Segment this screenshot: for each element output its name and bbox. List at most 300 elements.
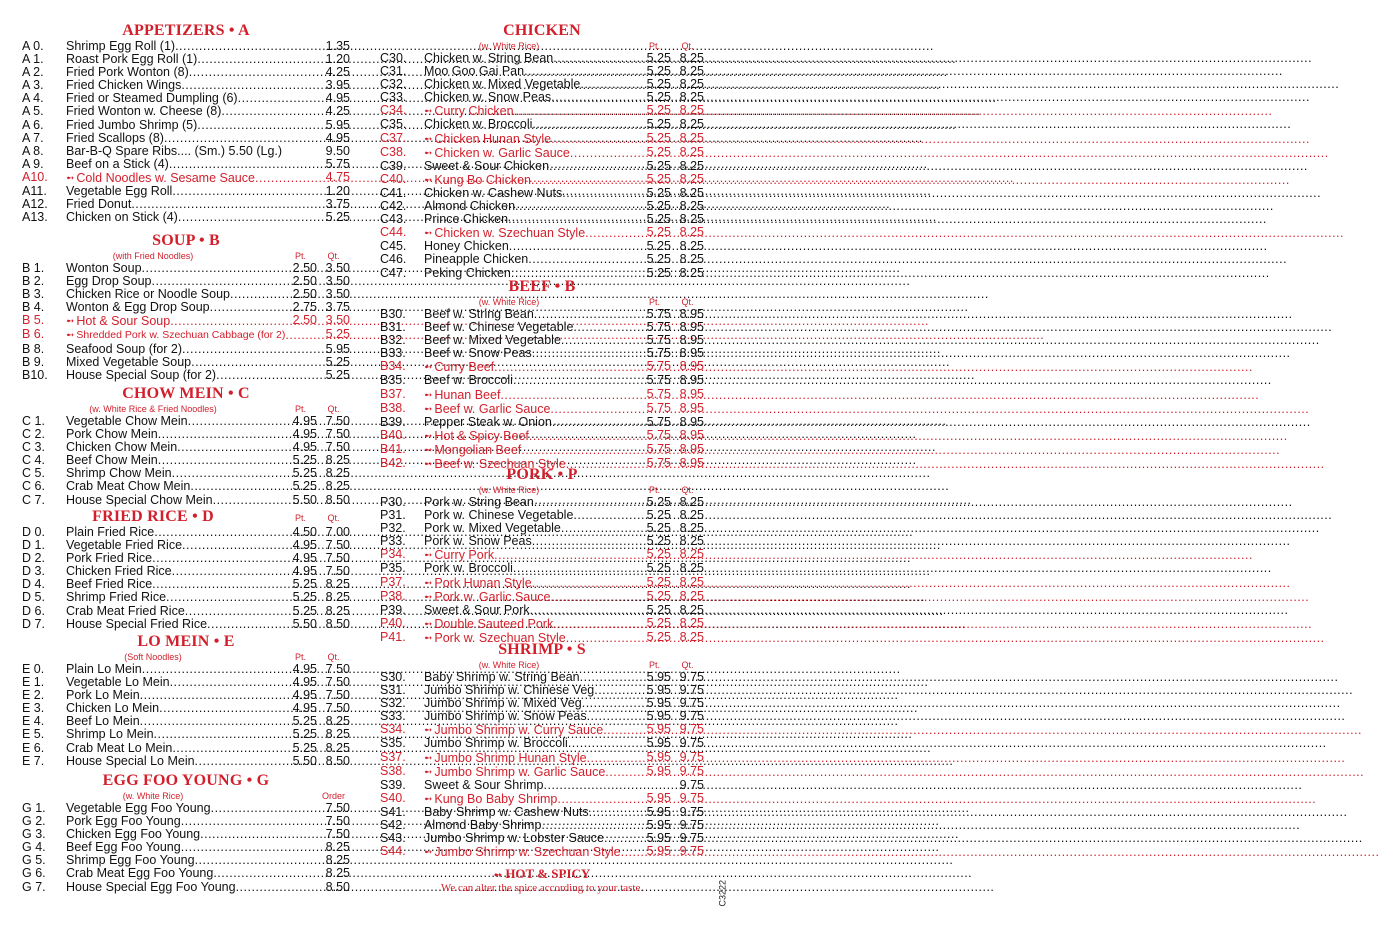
price-pint: 5.50 (292, 492, 317, 507)
item-code: B42. (380, 456, 406, 471)
price-pint: 5.75 (646, 307, 671, 321)
price-quart: 8.25 (679, 561, 704, 576)
menu-item (380, 132, 704, 146)
item-code: A 0. (22, 39, 44, 53)
item-code: S42. (380, 818, 406, 833)
menu-item (22, 356, 350, 369)
quart-header: Order (321, 791, 345, 801)
price-quart: 5.25 (325, 354, 350, 369)
menu-section (380, 278, 704, 471)
price-quart: 9.75 (679, 804, 704, 819)
pepper-icon: ➻ (424, 147, 433, 159)
item-code: E 4. (22, 714, 45, 729)
pint-header: Pt. (648, 485, 660, 495)
item-name-text: Jumbo Shrimp w. Lobster Sauce (424, 831, 604, 846)
item-name-text: Seafood Soup (for 2) (66, 341, 183, 356)
price-quart: 1.35 (325, 39, 350, 53)
price-pint: 5.25 (646, 239, 671, 254)
item-code: C32. (380, 77, 407, 92)
price-pint: 5.95 (646, 818, 671, 833)
pint-header: Pt. (648, 660, 660, 670)
pint-header: Pt. (294, 513, 306, 523)
price-quart: 3.50 (325, 261, 350, 275)
item-name (424, 752, 638, 765)
price-pint: 5.25 (292, 453, 317, 468)
pepper-icon: ➻ (424, 459, 433, 471)
item-name-text: Kung Bo Chicken (434, 172, 531, 187)
menu-item (22, 211, 350, 224)
item-name-text: Beef w. Garlic Sauce (434, 401, 551, 416)
price-quart: 8.95 (679, 333, 704, 348)
item-code: C30. (380, 51, 407, 65)
menu-item (380, 779, 704, 792)
item-name-text: Jumbo Shrimp w. Chinese Veg (424, 683, 595, 698)
item-code: D 4. (22, 577, 45, 592)
menu-item (380, 751, 704, 765)
price-pint: 5.25 (646, 574, 671, 589)
item-code: E 2. (22, 688, 45, 703)
menu-section (380, 22, 704, 280)
section-note: (w. White Rice) (478, 297, 540, 307)
item-code: A 6. (22, 117, 44, 132)
price-quart: 7.50 (325, 801, 350, 815)
price-quart: 8.25 (679, 117, 704, 132)
item-name-text: Fried or Steamed Dumpling (6) (66, 91, 238, 106)
menu-item (22, 605, 350, 618)
price-quart: 8.25 (679, 629, 704, 644)
item-name (66, 618, 284, 631)
item-code: G 3. (22, 827, 46, 842)
item-name-text: Beef w. String Bean (424, 307, 534, 321)
item-name (424, 374, 638, 387)
item-name-text: Shrimp Lo Mein (66, 727, 154, 742)
item-code: C 2. (22, 427, 45, 442)
item-name (424, 160, 638, 173)
menu-item (22, 119, 350, 132)
item-name-text: Wonton Soup (66, 261, 142, 275)
item-code: B38. (380, 400, 406, 415)
item-name-text: Prince Chicken (424, 212, 509, 227)
price-quart: 8.50 (325, 492, 350, 507)
price-quart: 5.75 (325, 156, 350, 171)
item-code: B 9. (22, 354, 45, 369)
price-quart: 9.75 (679, 709, 704, 724)
item-code: C40. (380, 171, 407, 186)
item-code: D 6. (22, 603, 45, 618)
item-code: P41. (380, 629, 406, 644)
section-title: CHICKEN (503, 22, 581, 39)
section-note: (Soft Noodles) (124, 652, 182, 662)
item-name-text: Plain Fried Rice (66, 525, 155, 539)
menu-item (380, 845, 704, 859)
item-code: P31. (380, 508, 406, 523)
menu-item (22, 480, 350, 493)
price-quart: 8.25 (679, 521, 704, 536)
price-quart: 5.25 (325, 367, 350, 382)
item-name (424, 430, 638, 443)
item-name-text: Shrimp Chow Mein (66, 466, 172, 481)
price-quart: 3.75 (325, 197, 350, 212)
item-name-text: Cold Noodles w. Sesame Sauce (76, 170, 255, 185)
pepper-icon: ➻ (424, 550, 433, 562)
item-code: B 4. (22, 300, 45, 315)
menu-item (22, 591, 350, 604)
item-name (424, 253, 638, 266)
menu-section (22, 633, 350, 768)
item-name-text: Chicken Chow Mein (66, 440, 178, 455)
pepper-icon: ➻ (493, 870, 503, 881)
item-name (424, 403, 638, 416)
price-quart: 7.50 (325, 688, 350, 703)
item-name-text: Pork Lo Mein (66, 688, 140, 703)
pepper-icon: ➻ (424, 430, 433, 442)
price-quart: 8.25 (679, 225, 704, 240)
item-code: D 0. (22, 525, 45, 539)
item-name (66, 605, 284, 618)
item-name-text: Pork Fried Rice (66, 551, 153, 566)
menu-item (22, 369, 350, 382)
item-name-text: Roast Pork Egg Roll (1) (66, 52, 198, 67)
price-quart: 8.25 (679, 158, 704, 173)
item-name-text: Moo Goo Gai Pan (424, 64, 525, 79)
item-code: P38. (380, 588, 406, 603)
item-code: S43. (380, 831, 406, 846)
item-code: C37. (380, 130, 407, 145)
item-code: C31. (380, 64, 407, 79)
price-quart: 8.95 (679, 320, 704, 335)
item-name-text: Fried Chicken Wings (66, 78, 182, 93)
pepper-icon: ➻ (424, 847, 433, 859)
item-code: S38. (380, 763, 406, 778)
price-quart: 7.00 (325, 525, 350, 539)
item-name-text: Kung Bo Baby Shrimp (434, 791, 558, 806)
price-pint: 5.95 (646, 763, 671, 778)
item-name (424, 389, 638, 402)
item-name (424, 562, 638, 575)
item-code: B39. (380, 414, 406, 429)
item-name (424, 766, 638, 779)
quart-header: Qt. (681, 297, 694, 307)
menu-item (22, 171, 350, 185)
item-name (424, 133, 638, 146)
leader-dots (604, 832, 1363, 845)
price-quart: 8.95 (679, 441, 704, 456)
menu-item (380, 604, 704, 617)
item-code: P40. (380, 615, 406, 630)
item-code: C44. (380, 225, 407, 240)
item-name (424, 347, 638, 360)
hot-spicy-note: We can alter the spice according to your taste. (440, 882, 644, 894)
item-code: P33. (380, 534, 406, 549)
price-quart: 8.25 (325, 590, 350, 605)
item-code: B10. (22, 367, 48, 382)
price-quart: 8.25 (679, 547, 704, 562)
quart-header: Qt. (681, 485, 694, 495)
quart-header: Qt. (327, 652, 340, 662)
price-quart: 9.75 (679, 683, 704, 698)
price-quart: 8.25 (679, 265, 704, 280)
item-code: G 1. (22, 801, 46, 815)
item-name-text: Pork w. String Bean (424, 495, 534, 509)
price-quart: 5.95 (325, 117, 350, 132)
item-code: A 1. (22, 52, 44, 67)
price-pint: 4.95 (292, 440, 317, 455)
item-code: B30. (380, 307, 406, 321)
menu-item (380, 253, 704, 266)
price-pint: 5.25 (646, 588, 671, 603)
item-name (424, 91, 638, 104)
price-quart: 8.95 (679, 307, 704, 321)
price-quart: 8.25 (679, 144, 704, 159)
menu-item (22, 105, 350, 118)
item-name-text: Pork w. Snow Peas (424, 534, 532, 549)
item-name-text: Vegetable Fried Rice (66, 538, 183, 553)
price-quart: 9.75 (679, 844, 704, 859)
price-quart: 8.25 (679, 252, 704, 267)
pepper-icon: ➻ (424, 106, 433, 118)
price-quart: 7.50 (325, 827, 350, 842)
item-name (424, 832, 638, 845)
item-name (66, 881, 317, 894)
item-name-text: Vegetable Egg Roll (66, 184, 173, 199)
item-name (66, 343, 317, 356)
item-code: C 4. (22, 453, 45, 468)
section-title: FRIED RICE • D (92, 508, 214, 525)
item-code: E 5. (22, 727, 45, 742)
item-name-text: Pork w. Mixed Vegetable (424, 521, 561, 536)
price-quart: 9.75 (679, 818, 704, 833)
item-name-text: Chicken w. String Bean (424, 51, 554, 65)
pepper-icon: ➻ (66, 330, 75, 342)
item-name (66, 369, 317, 382)
item-name (424, 174, 638, 187)
price-quart: 8.25 (679, 199, 704, 214)
leader-dots (513, 562, 1272, 575)
pepper-icon: ➻ (424, 174, 433, 186)
item-name-text: House Special Egg Foo Young (66, 879, 236, 894)
item-name-text: Pepper Steak w. Onion (424, 414, 552, 429)
price-pint: 5.95 (646, 683, 671, 698)
item-name-text: Curry Beef (434, 360, 495, 375)
price-quart: 5.25 (325, 210, 350, 225)
price-quart: 7.50 (325, 427, 350, 442)
price-pint: 4.95 (292, 414, 317, 428)
item-name (424, 793, 638, 806)
price-quart: 1.20 (325, 52, 350, 67)
pint-header: Pt. (294, 652, 306, 662)
item-code: B 8. (22, 341, 45, 356)
price-quart: 8.95 (679, 414, 704, 429)
price-pint: 5.95 (646, 696, 671, 711)
menu-item (380, 226, 704, 240)
item-name-text: Peking Chicken (424, 265, 511, 280)
price-quart: 8.25 (679, 64, 704, 79)
price-pint: 5.95 (646, 749, 671, 764)
price-pint: 4.95 (292, 662, 317, 676)
menu-item (22, 314, 350, 328)
item-name-text: Jumbo Shrimp w. Snow Peas (424, 709, 587, 724)
price-quart: 8.25 (325, 714, 350, 729)
price-quart: 9.75 (679, 749, 704, 764)
item-code: D 7. (22, 616, 45, 631)
item-code: D 3. (22, 564, 45, 579)
item-name-text: Beef Lo Mein (66, 714, 140, 729)
item-code: A 9. (22, 156, 44, 171)
price-pint: 4.95 (292, 688, 317, 703)
price-quart: 8.95 (679, 373, 704, 388)
item-name-text: Beef w. Mixed Vegetable (424, 333, 561, 348)
item-name (66, 301, 284, 314)
price-pint: 5.25 (646, 534, 671, 549)
item-code: A10. (22, 169, 48, 184)
item-name-text: Shrimp Egg Foo Young (66, 853, 195, 868)
price-quart: 5.25 (325, 327, 350, 342)
item-code: A 3. (22, 78, 44, 93)
price-quart: 9.75 (679, 777, 704, 792)
item-name-text: Pork w. Szechuan Style (434, 630, 566, 645)
price-pint: 2.50 (292, 274, 317, 289)
item-code: E 1. (22, 675, 45, 690)
price-quart: 8.25 (325, 727, 350, 742)
item-code: S37. (380, 749, 406, 764)
item-name-text: Shrimp Egg Roll (1) (66, 39, 176, 53)
item-name-text: Curry Pork (434, 548, 495, 563)
price-pint: 5.25 (646, 521, 671, 536)
pepper-icon: ➻ (424, 632, 433, 644)
item-name-text: Egg Drop Soup (66, 274, 152, 289)
item-name-text: Fried Wonton w. Cheese (8) (66, 104, 222, 119)
item-name-text: House Special Lo Mein (66, 753, 195, 768)
quart-header: Qt. (327, 513, 340, 523)
price-pint: 5.25 (292, 603, 317, 618)
item-code: G 6. (22, 866, 46, 881)
item-name-text: Jumbo Shrimp Hunan Style (434, 750, 587, 765)
item-name-text: Mongolian Beef (434, 442, 522, 457)
item-code: A 2. (22, 65, 44, 80)
price-quart: 8.95 (679, 456, 704, 471)
item-code: S40. (380, 790, 406, 805)
item-code: E 7. (22, 753, 45, 768)
item-code: G 4. (22, 840, 46, 855)
price-quart: 8.25 (325, 866, 350, 881)
price-pint: 5.75 (646, 373, 671, 388)
price-pint: 5.75 (646, 333, 671, 348)
item-name (424, 118, 638, 131)
price-pint: 5.75 (646, 346, 671, 361)
item-name (424, 846, 638, 859)
menu-item (380, 104, 704, 118)
price-quart: 9.75 (679, 736, 704, 751)
pint-header: Pt. (648, 297, 660, 307)
price-quart: 8.25 (325, 840, 350, 855)
menu-item (380, 548, 704, 562)
item-name-text: Vegetable Chow Mein (66, 414, 188, 428)
item-code: S30. (380, 670, 406, 684)
section-title: BEEF • B (508, 278, 576, 295)
price-pint: 4.95 (292, 538, 317, 553)
item-name (424, 444, 638, 457)
item-name-text: Fried Scallops (8) (66, 130, 164, 145)
menu-section (22, 232, 350, 382)
price-pint: 4.50 (292, 525, 317, 539)
section-note: (w. White Rice) (478, 41, 540, 51)
item-code: B 1. (22, 261, 45, 275)
pepper-icon: ➻ (424, 591, 433, 603)
item-code: B 5. (22, 313, 45, 328)
price-quart: 8.95 (679, 386, 704, 401)
item-code: E 6. (22, 740, 45, 755)
price-quart: 8.25 (679, 171, 704, 186)
leader-dots (508, 213, 1267, 226)
item-name (424, 737, 638, 750)
item-code: A13. (22, 210, 48, 225)
price-quart: 8.50 (325, 879, 350, 894)
price-quart: 8.95 (679, 359, 704, 374)
item-code: P34. (380, 547, 406, 562)
price-quart: 3.95 (325, 78, 350, 93)
price-pint: 5.25 (292, 466, 317, 481)
item-code: C34. (380, 103, 407, 118)
price-quart: 8.50 (325, 616, 350, 631)
catalog-code: C3222 (718, 880, 728, 907)
price-quart: 7.50 (325, 662, 350, 676)
item-name-text: Wonton & Egg Drop Soup (66, 300, 210, 315)
section-header (22, 508, 350, 526)
price-pint: 5.25 (646, 171, 671, 186)
price-pint: 5.75 (646, 427, 671, 442)
item-name (66, 494, 284, 507)
item-name-text: Almond Chicken (424, 199, 516, 214)
item-name-text: Chicken Rice or Noodle Soup (66, 287, 230, 302)
menu-item (380, 562, 704, 575)
menu-item (22, 494, 350, 507)
price-quart: 7.50 (325, 564, 350, 579)
item-name-text: Mixed Vegetable Soup (66, 354, 192, 369)
item-name (424, 591, 638, 604)
menu-item (380, 374, 704, 387)
item-name (66, 356, 317, 369)
price-pint: 5.25 (646, 103, 671, 118)
pepper-icon: ➻ (424, 793, 433, 805)
section-title: SOUP • B (152, 232, 220, 249)
price-pint: 2.50 (292, 287, 317, 302)
item-name (66, 315, 284, 328)
price-quart: 3.50 (325, 274, 350, 289)
item-name-text: Vegetable Egg Foo Young (66, 801, 211, 815)
item-name (424, 710, 638, 723)
item-name-text: Beef Egg Foo Young (66, 840, 181, 855)
menu-item (380, 146, 704, 160)
item-code: C35. (380, 117, 407, 132)
item-name-text: Honey Chicken (424, 239, 509, 254)
item-name-text: Pork w. Garlic Sauce (434, 589, 551, 604)
item-code: G 2. (22, 814, 46, 829)
item-code: P37. (380, 574, 406, 589)
item-name-text: Chicken Egg Foo Young (66, 827, 201, 842)
price-pint: 5.95 (646, 670, 671, 684)
item-name-text: Beef Chow Mein (66, 453, 158, 468)
item-name-text: Jumbo Shrimp w. Szechuan Style (434, 845, 621, 860)
price-pint: 5.25 (646, 185, 671, 200)
item-name-text: Pork w. Chinese Vegetable (424, 508, 574, 523)
item-code: B41. (380, 441, 406, 456)
price-pint: 5.95 (646, 722, 671, 737)
price-quart: 8.95 (679, 400, 704, 415)
menu-item (380, 590, 704, 604)
item-code: A12. (22, 197, 48, 212)
menu-item (22, 618, 350, 631)
section-title: EGG FOO YOUNG • G (102, 772, 270, 789)
